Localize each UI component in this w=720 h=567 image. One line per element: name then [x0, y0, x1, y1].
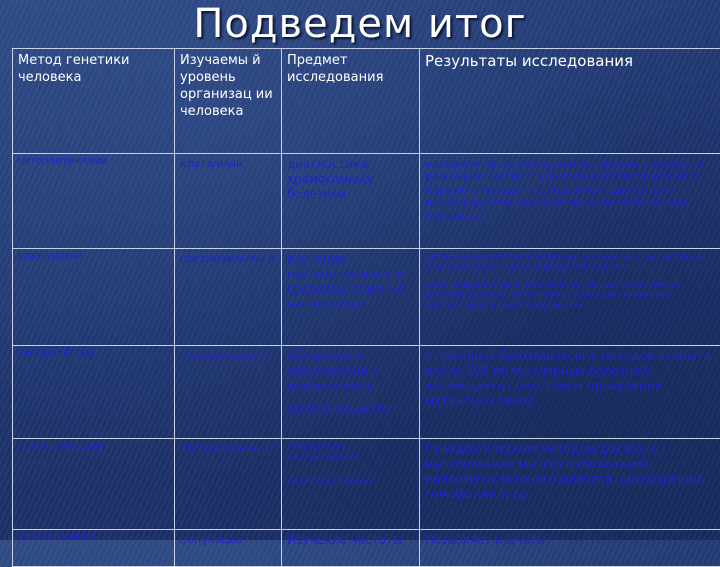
cell-result	[420, 249, 720, 346]
slide-title: Подведем итог	[0, 0, 720, 48]
paragraph-gap	[287, 394, 414, 402]
cell-result: Генеалогическим методом доказано наследование многих заболеваний, например сахарного диабета, шизофрении, гемофилии и др.	[420, 439, 720, 530]
header-result: Результаты исследования	[420, 49, 720, 154]
cell-result: направлены на уменьшение процента риска по рождению детей с хромосомной патологией (в первую очередь - с синдромом Дауна) для последующего проведения диагностических процедур.	[420, 154, 720, 249]
paragraph-gap	[425, 272, 715, 280]
summary-table	[12, 48, 720, 567]
cell-method: ГЕНЕАЛОГИЧЕСКИЙ	[13, 439, 175, 530]
cell-level: клеточный	[175, 154, 282, 249]
table-row	[13, 346, 720, 439]
table-row	[13, 530, 720, 567]
table-row	[13, 154, 720, 249]
cell-method: ПОПУЛЯЦИОННЫЙ	[13, 530, 175, 567]
cell-result: с помощью биохимических методов открыто около 500 молекулярных болезней, являющихся следствием проявления мутантных генов	[420, 346, 720, 439]
table-row	[13, 249, 720, 346]
cell-method: БИОХИМИЧЕСКИЙ	[13, 346, 175, 439]
paragraph-gap	[287, 462, 414, 476]
cell-subject-part-b: характера признака	[287, 476, 373, 485]
table-row	[13, 439, 720, 530]
cell-result-part-b: а для появления таких заболеваний ,как дифтерия, свинка, воспаление легких, полиомиелит, туберкулез играет роль наследственные свойства организма	[425, 280, 680, 309]
cell-subject: диагностика хромосомных болезней	[282, 154, 420, 249]
cell-subject	[282, 346, 420, 439]
cell-subject-part-a: установление наследственного	[287, 442, 360, 461]
cell-result: Позволяет изучать	[420, 530, 720, 567]
cell-subject: изучение наследственные и средовые влияния на человека	[282, 249, 420, 346]
cell-subject	[282, 439, 420, 530]
cell-method: ЦИТОГЕНЕТИЧЕСКИЙ	[13, 154, 175, 249]
header-subject: Предмет исследования	[282, 49, 420, 154]
table-header-row	[13, 49, 720, 154]
cell-subject: Изучение частоты	[282, 530, 420, 567]
cell-subject-part-a: обнаружить заболеваний с нарушениями	[287, 349, 379, 393]
cell-level: организменны й	[175, 439, 282, 530]
cell-method: БЛИЗНЕЦОВЫЙ	[13, 249, 175, 346]
cell-level: организменны й	[175, 249, 282, 346]
cell-result-part-a: для возникновения таких болезней, как корь, коклюш, ветрянка, оспа необходимо только инфекционное начало	[425, 252, 703, 271]
cell-level: молекулярны й	[175, 346, 282, 439]
header-level: Изучаемы й уровень организац ии человека	[175, 49, 282, 154]
header-method: Метод генетики человека	[13, 49, 175, 154]
cell-level: популяцио	[175, 530, 282, 567]
cell-subject-part-b: обмена веществ	[287, 402, 391, 416]
